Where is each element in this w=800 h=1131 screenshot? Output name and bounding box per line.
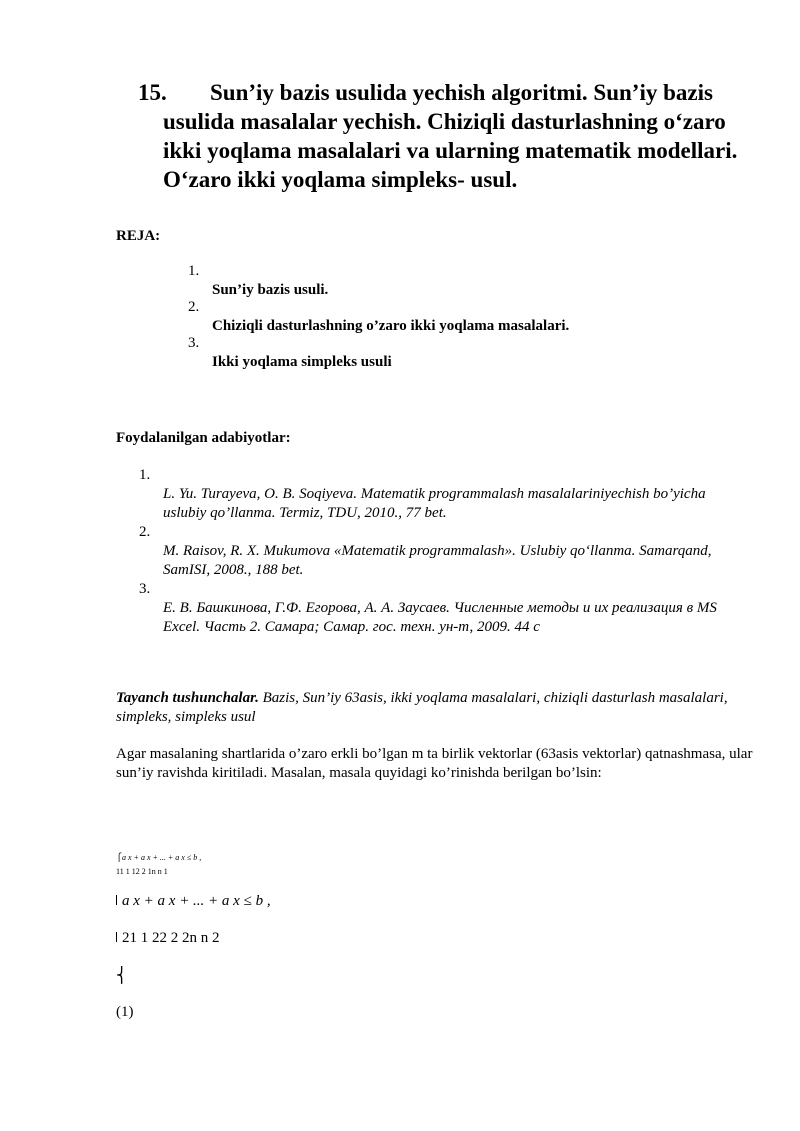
formula-line-2 [116, 930, 220, 947]
plan-item [188, 335, 688, 371]
literature-item [139, 466, 749, 523]
key-concepts [116, 689, 756, 727]
literature-item-text: M. Raisov, R. X. Mukumova «Matematik programmalash». Uslubiy qo‘llanma. Samarqand, SamISI, 2008., 188 bet. [163, 543, 712, 578]
literature-item [139, 580, 749, 637]
literature-item-number: 2. [139, 524, 151, 540]
formula-line-2-text: 21 1 22 2 2n n 2 [122, 930, 220, 946]
literature-list [139, 466, 749, 637]
plan-item-text: Ikki yoqlama simpleks usuli [212, 354, 392, 370]
formula-brace: ⎨ [116, 968, 128, 984]
plan-item [188, 299, 688, 335]
plan-title: REJA: [116, 228, 161, 244]
plan-item-number: 3. [188, 335, 200, 351]
literature-item-number: 3. [139, 581, 151, 597]
plan-item-text: Chiziqli dasturlashning o’zaro ikki yoqlama masalalari. [212, 318, 570, 334]
section-number: 15. [138, 80, 167, 105]
formula-line-1 [116, 893, 271, 910]
key-concepts-label: Tayanch tushunchalar. [116, 690, 259, 706]
plan-item-number: 1. [188, 263, 200, 279]
plan-list [188, 263, 688, 371]
formula-small-subscripts: 11 1 12 2 1n n 1 [116, 867, 168, 876]
plan-item-number: 2. [188, 299, 200, 315]
literature-item-number: 1. [139, 467, 151, 483]
literature-item [139, 523, 749, 580]
literature-title: Foydalanilgan adabiyotlar: [116, 430, 291, 446]
equation-number: (1) [116, 1004, 134, 1020]
literature-item-text: Е. В. Башкинова, Г.Ф. Егорова, А. А. Заусаев. Численные методы и их реализация в MS Excel. Часть 2. Самара; Самар. гос. техн. ун-т, 2009. 44 с [163, 600, 717, 635]
formula-line-small [116, 853, 202, 876]
formula-line-1-text: a x + a x + ... + a x ≤ b , [122, 893, 271, 909]
plan-item-text: Sun’iy bazis usuli. [212, 282, 329, 298]
brace-segment [116, 932, 117, 942]
key-concepts-text: Bazis, Sun’iy 63asis, ikki yoqlama masalalari, chiziqli dasturlash masalalari, simpleks, simpleks usul [116, 690, 728, 725]
brace-segment [116, 895, 117, 905]
formula-small-text: ⎧a x + a x + ... + a x ≤ b , [116, 853, 202, 862]
literature-item-text: L. Yu. Turayeva, O. B. Soqiyeva. Matematik programmalash masalalariniyechish bo’yicha uslubiy qo’llanma. Termiz, TDU, 2010., 77 bet. [163, 486, 706, 521]
body-paragraph: Agar masalaning shartlarida o’zaro erkli bo’lgan m ta birlik vektorlar (63asis vektorlar) qatnashmasa, ular sun’iy ravishda kiritiladi. Masalan, masala quyidagi ko’rinishda berilgan bo’lsin: [116, 746, 753, 781]
heading-first-line: Sun’iy bazis usulida yechish algoritmi. Sun’iy bazis [210, 80, 713, 105]
plan-item [188, 263, 688, 299]
heading-rest: usulida masalalar yechish. Chiziqli dasturlashning o‘zaro ikki yoqlama masalalari va ularning matematik modellari. O‘zaro ikki yoqlama simpleks- usul. [163, 109, 738, 192]
